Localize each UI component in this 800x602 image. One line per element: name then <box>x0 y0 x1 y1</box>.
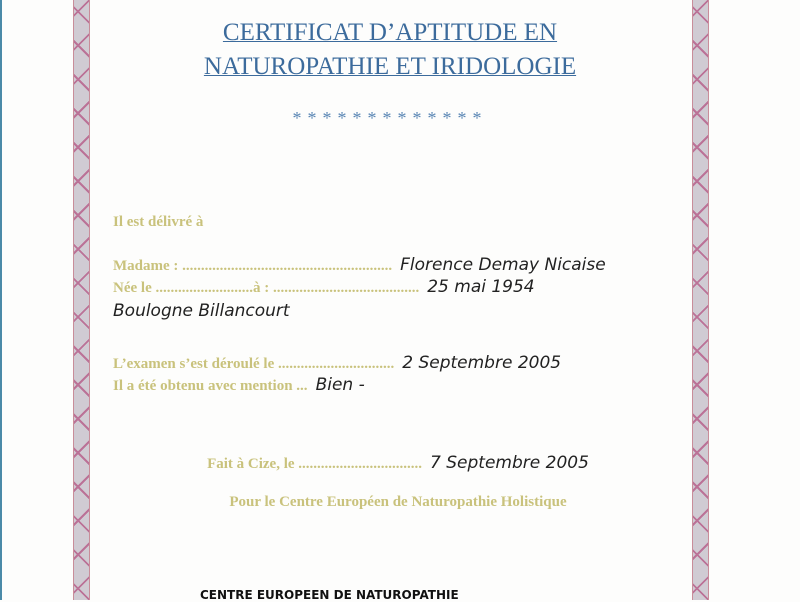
centre-stamp: CENTRE EUROPEEN DE NATUROPATHIE <box>200 588 459 602</box>
born-place: Boulogne Billancourt <box>113 301 290 321</box>
certificate-title-line1: CERTIFICAT D’APTITUDE EN <box>222 19 558 46</box>
made-label: Fait à Cize, le ................................. <box>207 456 423 472</box>
born-date: 25 mai 1954 <box>427 277 535 297</box>
born-label: Née le ..........................à : ....................................... <box>113 280 420 296</box>
stars-divider: ************* <box>292 108 488 128</box>
madame-value: Florence Demay Nicaise <box>400 255 606 275</box>
delivered-row <box>113 212 683 232</box>
exam-value: 2 Septembre 2005 <box>402 353 562 373</box>
mention-row <box>113 374 683 396</box>
decorative-border-right <box>692 0 709 600</box>
delivered-label: Il est délivré à <box>113 214 204 230</box>
certificate-body <box>113 212 683 512</box>
scan-edge <box>0 0 2 600</box>
born-row <box>113 276 683 322</box>
mention-value: Bien - <box>315 375 365 395</box>
exam-row <box>113 352 683 374</box>
madame-row <box>113 254 683 276</box>
made-value: 7 Septembre 2005 <box>430 453 589 473</box>
mention-label: Il a été obtenu avec mention ... <box>113 378 308 394</box>
decorative-border-left <box>73 0 90 600</box>
centre-row <box>113 492 683 512</box>
made-row <box>113 452 683 474</box>
madame-label: Madame : ........................................................ <box>113 258 393 274</box>
centre-line: Pour le Centre Européen de Naturopathie Holistique <box>229 494 567 510</box>
certificate-title-line2: NATUROPATHIE ET IRIDOLOGIE <box>203 53 577 80</box>
exam-label: L’examen s’est déroulé le ............................... <box>113 356 395 372</box>
